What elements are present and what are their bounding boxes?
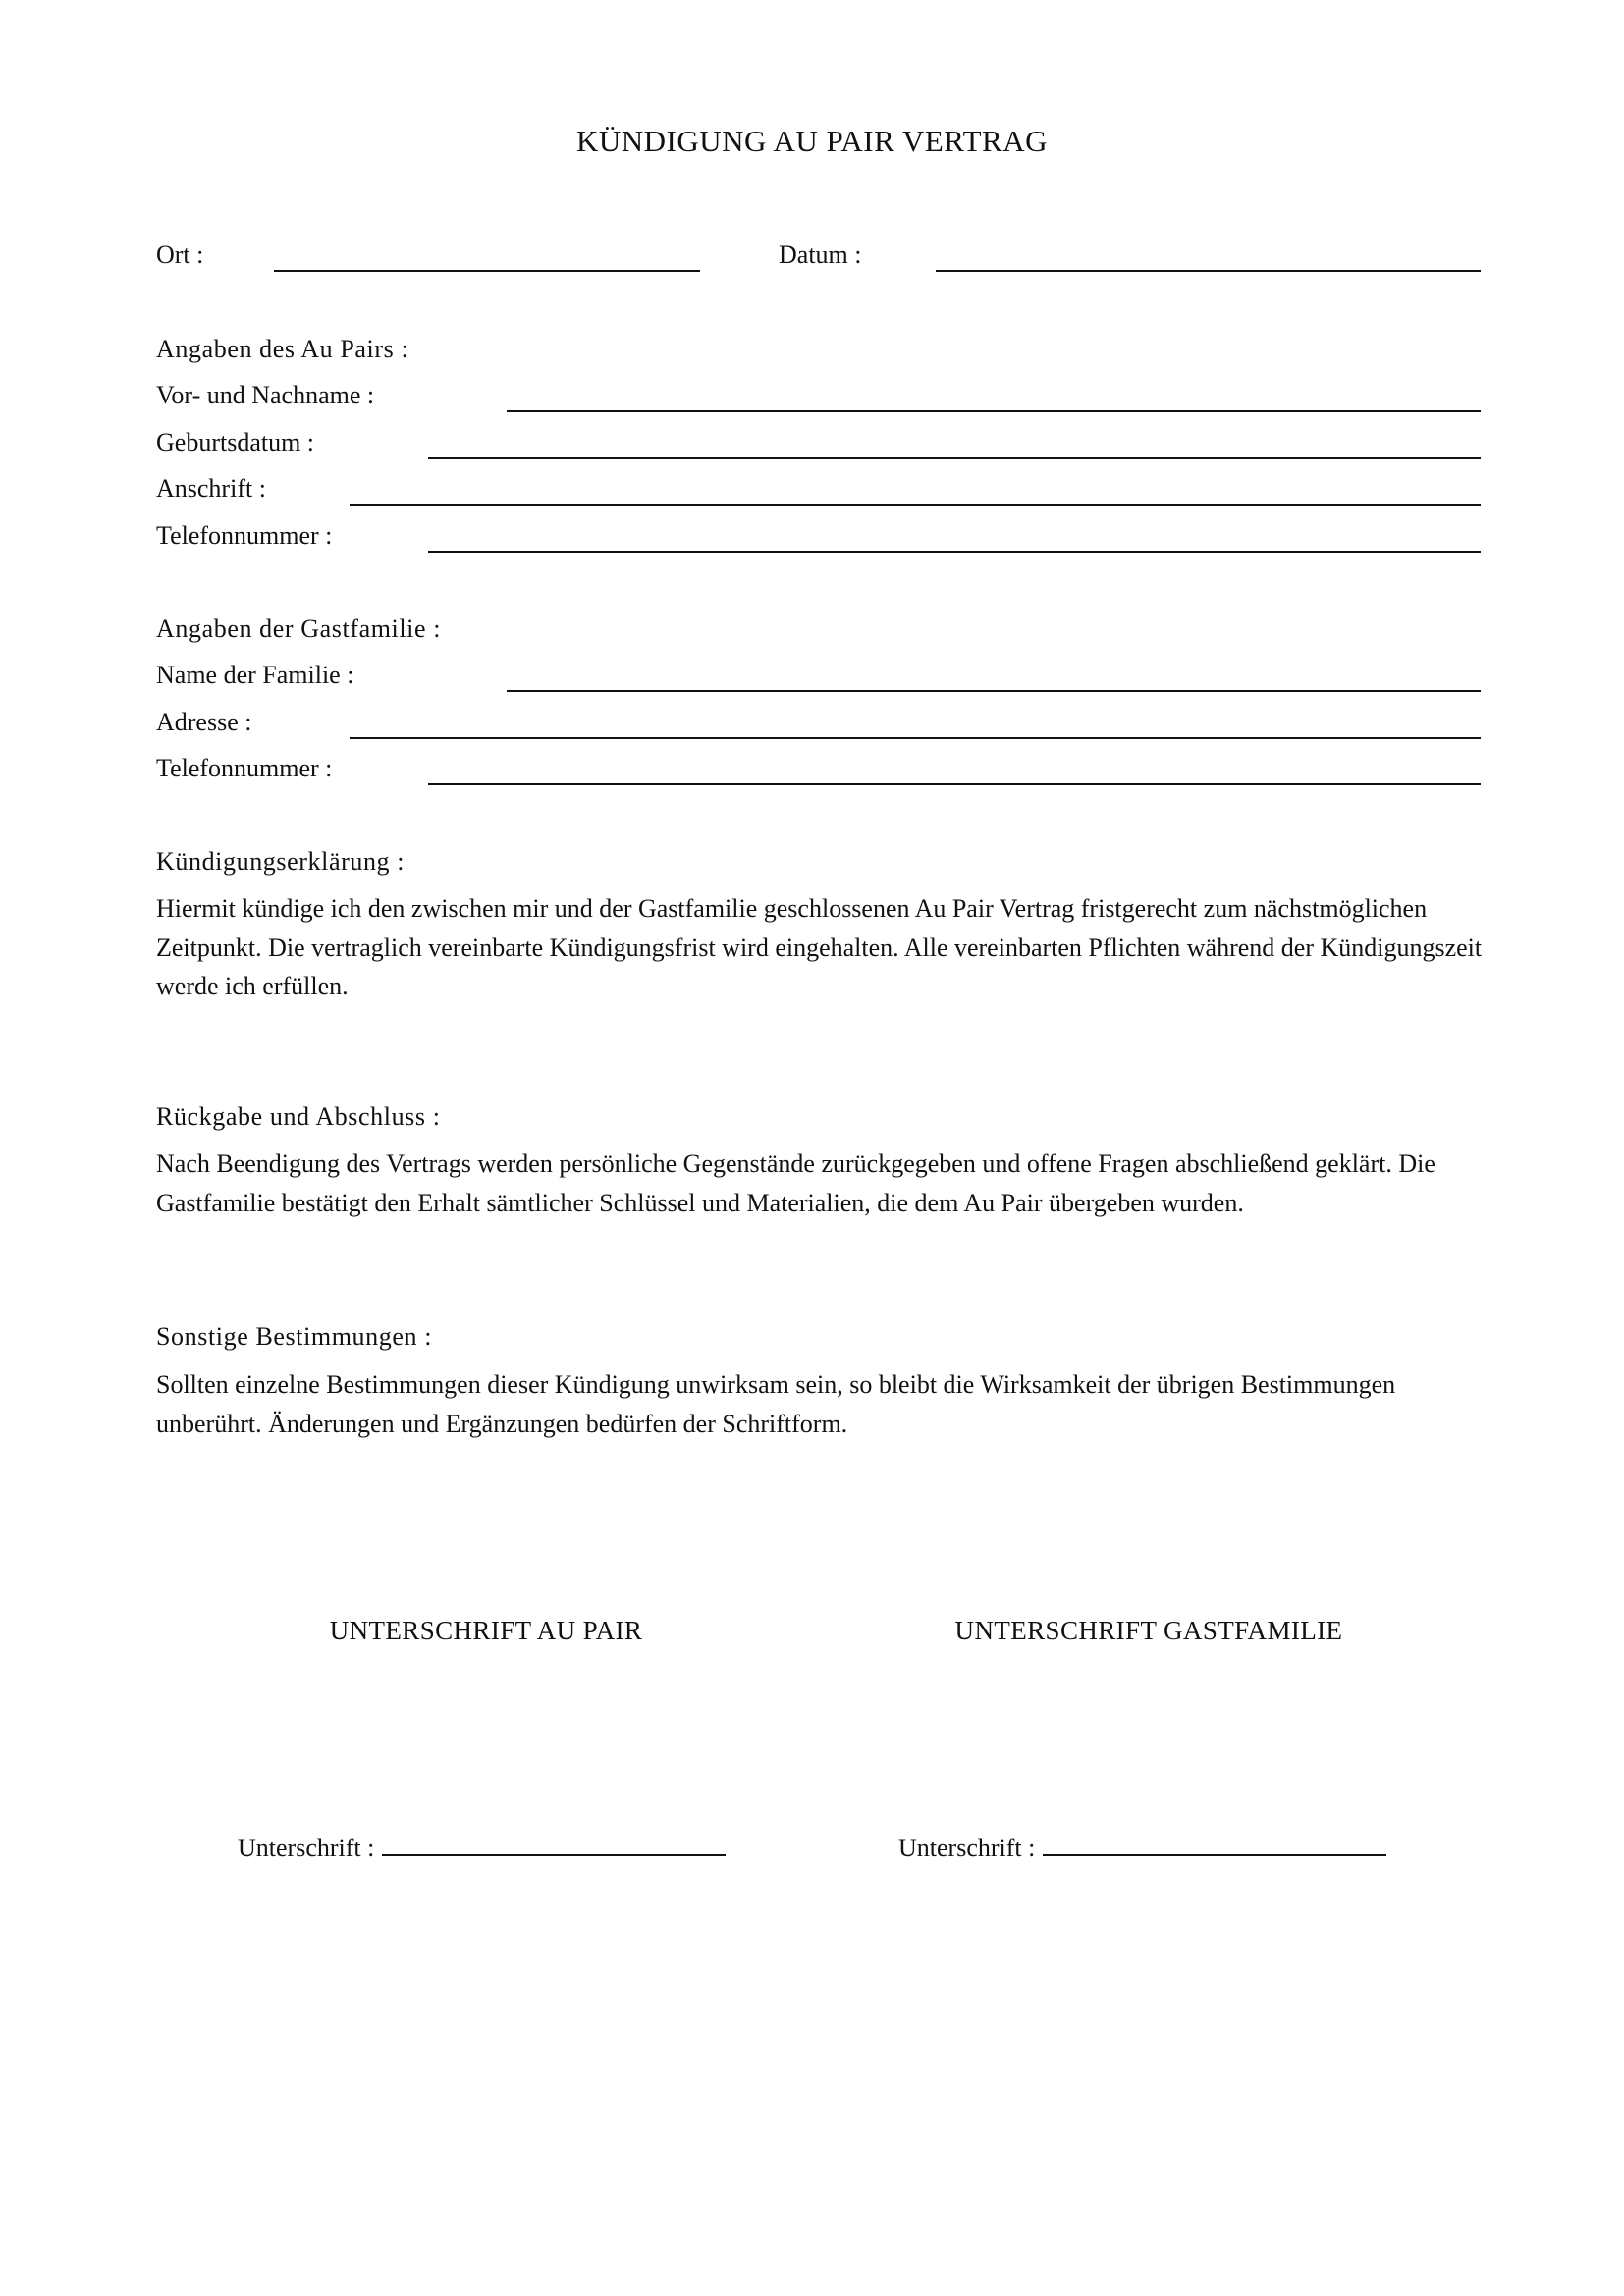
family-address-label: Adresse : bbox=[156, 708, 252, 736]
return-text: Nach Beendigung des Vertrags werden persönliche Gegenstände zurückgegeben und offene Fragen abschließend geklärt. Die Gastfamilie bestätigt den Erhalt sämtlicher Schlüssel und Materialien, die dem Au Pair übergeben wurden. bbox=[156, 1149, 1435, 1217]
family-name-label: Name der Familie : bbox=[156, 661, 354, 689]
au-pair-address-field[interactable] bbox=[350, 504, 1481, 506]
ort-label: Ort : bbox=[156, 240, 204, 269]
au-pair-name-field[interactable] bbox=[507, 410, 1481, 412]
au-pair-signature-heading: UNTERSCHRIFT AU PAIR bbox=[329, 1616, 643, 1645]
au-pair-signature-label: Unterschrift : bbox=[238, 1834, 375, 1862]
datum-label: Datum : bbox=[779, 240, 862, 269]
family-signature-label: Unterschrift : bbox=[898, 1834, 1036, 1862]
document-title: KÜNDIGUNG AU PAIR VERTRAG bbox=[576, 124, 1048, 158]
family-phone-label: Telefonnummer : bbox=[156, 754, 333, 782]
au-pair-birth-field[interactable] bbox=[428, 457, 1481, 459]
family-phone-field[interactable] bbox=[428, 783, 1481, 785]
family-signature-row bbox=[898, 1833, 1386, 1864]
au-pair-phone-label: Telefonnummer : bbox=[156, 521, 333, 550]
family-name-field[interactable] bbox=[507, 690, 1481, 692]
au-pair-signature-row bbox=[238, 1833, 726, 1864]
family-signature-heading: UNTERSCHRIFT GASTFAMILIE bbox=[954, 1616, 1343, 1645]
return-heading: Rückgabe und Abschluss : bbox=[156, 1102, 441, 1131]
other-text: Sollten einzelne Bestimmungen dieser Kündigung unwirksam sein, so bleibt die Wirksamkeit der übrigen Bestimmungen unberührt. Änderungen und Ergänzungen bedürfen der Schriftform. bbox=[156, 1370, 1396, 1438]
family-address-field[interactable] bbox=[350, 737, 1481, 739]
family-signature-field[interactable] bbox=[1043, 1833, 1386, 1856]
termination-text: Hiermit kündige ich den zwischen mir und der Gastfamilie geschlossenen Au Pair Vertrag fristgerecht zum nächstmöglichen Zeitpunkt. Die vertraglich vereinbarte Kündigungsfrist wird eingehalten. Alle vereinbarten Pflichten während der Kündigungszeit werde ich erfüllen. bbox=[156, 894, 1483, 1000]
host-family-heading: Angaben der Gastfamilie : bbox=[156, 614, 442, 643]
au-pair-signature-field[interactable] bbox=[382, 1833, 726, 1856]
au-pair-address-label: Anschrift : bbox=[156, 474, 266, 503]
other-heading: Sonstige Bestimmungen : bbox=[156, 1322, 433, 1351]
au-pair-name-label: Vor- und Nachname : bbox=[156, 381, 375, 409]
ort-field[interactable] bbox=[274, 270, 700, 272]
au-pair-phone-field[interactable] bbox=[428, 551, 1481, 553]
termination-heading: Kündigungserklärung : bbox=[156, 847, 406, 876]
au-pair-heading: Angaben des Au Pairs : bbox=[156, 335, 409, 363]
au-pair-birth-label: Geburtsdatum : bbox=[156, 428, 315, 456]
datum-field[interactable] bbox=[936, 270, 1481, 272]
